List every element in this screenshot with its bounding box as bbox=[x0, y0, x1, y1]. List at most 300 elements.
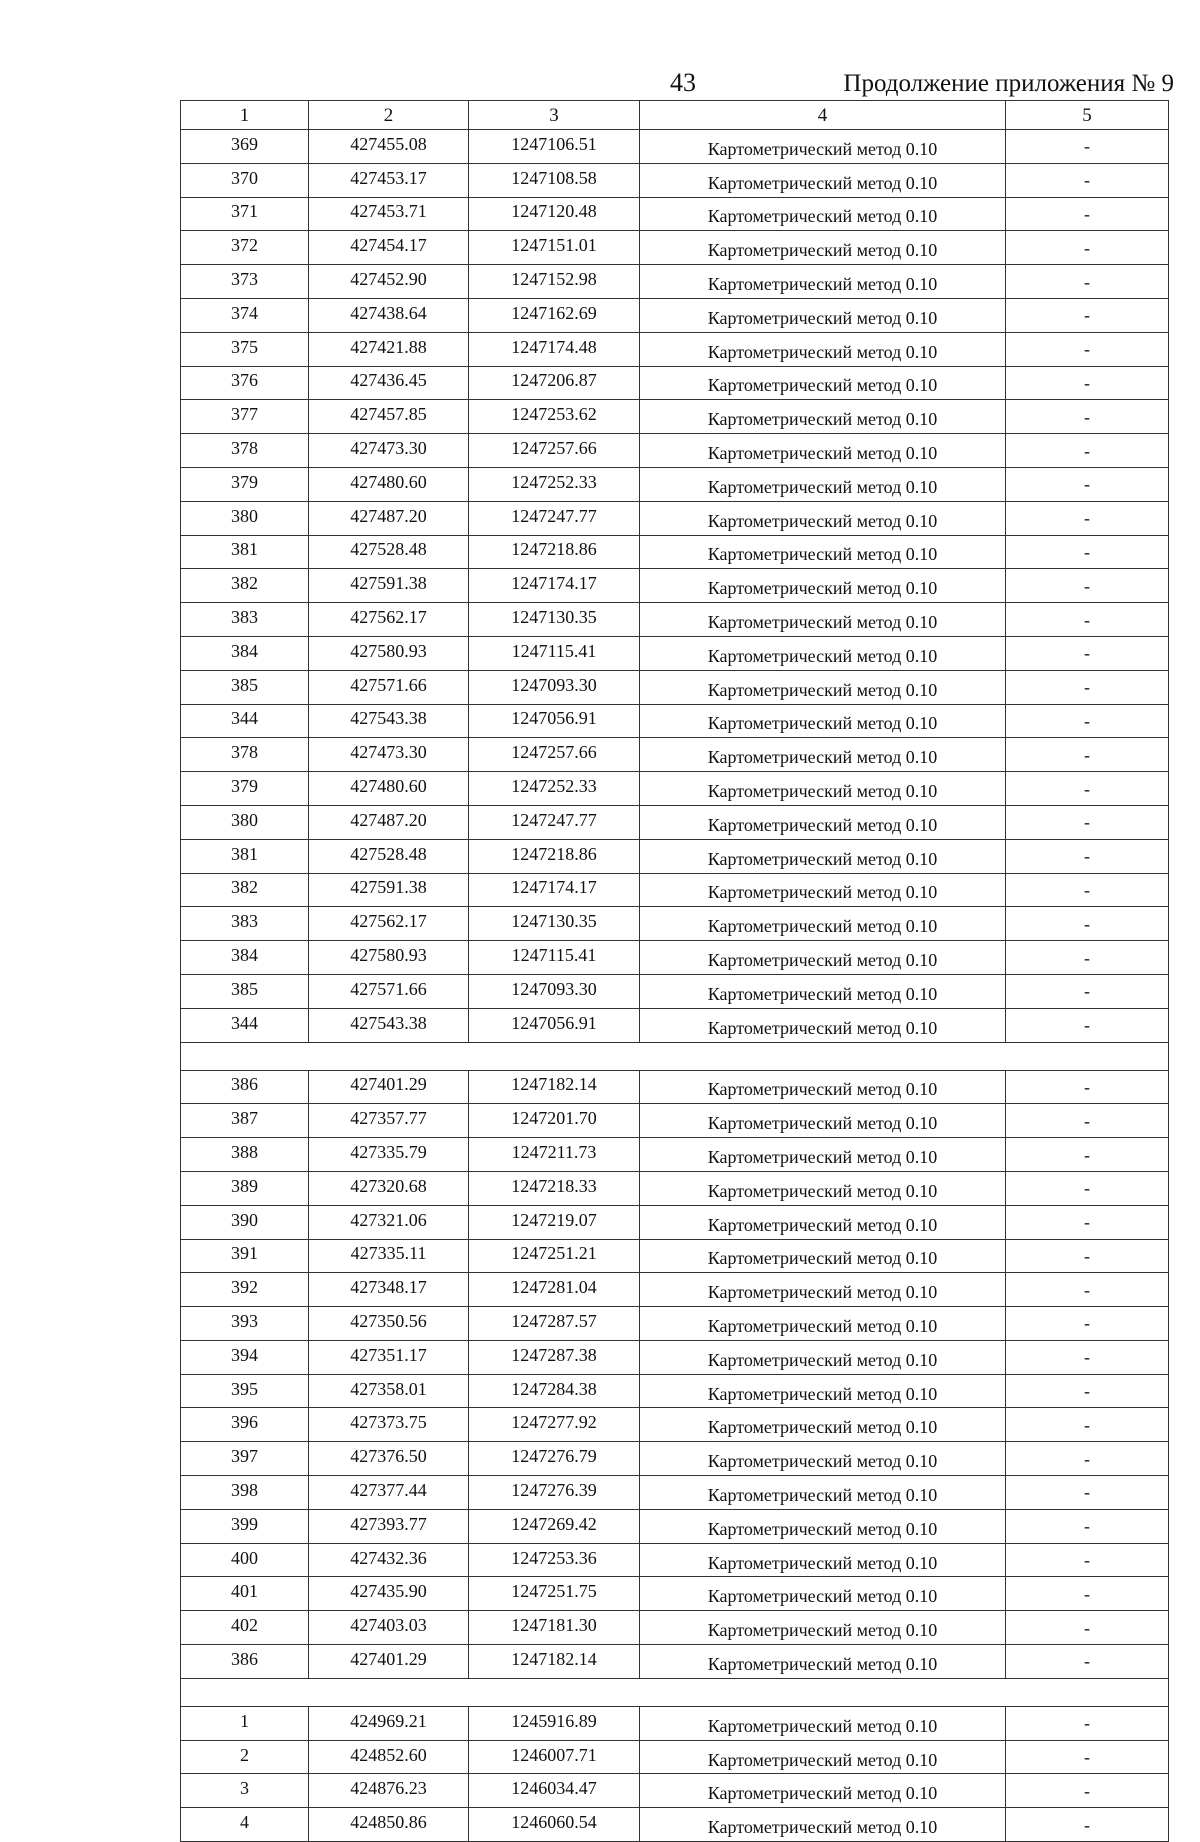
point-number-cell: 379 bbox=[181, 772, 309, 806]
table-row bbox=[181, 1543, 1169, 1577]
method-cell: Картометрический метод 0.10 bbox=[640, 738, 1006, 772]
note-cell: - bbox=[1006, 1070, 1169, 1104]
table-header-row bbox=[181, 101, 1169, 130]
method-cell: Картометрический метод 0.10 bbox=[640, 1645, 1006, 1679]
point-number-cell: 387 bbox=[181, 1104, 309, 1138]
y-coordinate-cell: 1247174.17 bbox=[469, 873, 640, 907]
table-row bbox=[181, 1104, 1169, 1138]
method-cell: Картометрический метод 0.10 bbox=[640, 332, 1006, 366]
y-coordinate-cell: 1247151.01 bbox=[469, 231, 640, 265]
method-cell: Картометрический метод 0.10 bbox=[640, 873, 1006, 907]
table-row bbox=[181, 366, 1169, 400]
point-number-cell: 374 bbox=[181, 298, 309, 332]
point-number-cell: 344 bbox=[181, 704, 309, 738]
x-coordinate-cell: 427580.93 bbox=[309, 636, 469, 670]
point-number-cell: 385 bbox=[181, 974, 309, 1008]
table-row bbox=[181, 1205, 1169, 1239]
note-cell: - bbox=[1006, 265, 1169, 299]
note-cell: - bbox=[1006, 400, 1169, 434]
y-coordinate-cell: 1245916.89 bbox=[469, 1706, 640, 1740]
method-cell: Картометрический метод 0.10 bbox=[640, 400, 1006, 434]
y-coordinate-cell: 1247218.86 bbox=[469, 839, 640, 873]
y-coordinate-cell: 1247056.91 bbox=[469, 704, 640, 738]
point-number-cell: 376 bbox=[181, 366, 309, 400]
note-cell: - bbox=[1006, 772, 1169, 806]
x-coordinate-cell: 427452.90 bbox=[309, 265, 469, 299]
point-number-cell: 386 bbox=[181, 1070, 309, 1104]
method-cell: Картометрический метод 0.10 bbox=[640, 974, 1006, 1008]
point-number-cell: 380 bbox=[181, 501, 309, 535]
y-coordinate-cell: 1247276.79 bbox=[469, 1442, 640, 1476]
note-cell: - bbox=[1006, 1740, 1169, 1774]
table-row bbox=[181, 603, 1169, 637]
y-coordinate-cell: 1247252.33 bbox=[469, 772, 640, 806]
x-coordinate-cell: 424876.23 bbox=[309, 1774, 469, 1808]
table-row bbox=[181, 1509, 1169, 1543]
table-row bbox=[181, 1070, 1169, 1104]
point-number-cell: 394 bbox=[181, 1340, 309, 1374]
method-cell: Картометрический метод 0.10 bbox=[640, 1509, 1006, 1543]
note-cell: - bbox=[1006, 941, 1169, 975]
note-cell: - bbox=[1006, 1104, 1169, 1138]
note-cell: - bbox=[1006, 1442, 1169, 1476]
point-number-cell: 380 bbox=[181, 805, 309, 839]
point-number-cell: 396 bbox=[181, 1408, 309, 1442]
point-number-cell: 397 bbox=[181, 1442, 309, 1476]
table-row bbox=[181, 839, 1169, 873]
coordinates-table bbox=[180, 100, 1169, 1842]
method-cell: Картометрический метод 0.10 bbox=[640, 1205, 1006, 1239]
note-cell: - bbox=[1006, 366, 1169, 400]
note-cell: - bbox=[1006, 805, 1169, 839]
y-coordinate-cell: 1247152.98 bbox=[469, 265, 640, 299]
table-row bbox=[181, 130, 1169, 164]
x-coordinate-cell: 427571.66 bbox=[309, 670, 469, 704]
note-cell: - bbox=[1006, 332, 1169, 366]
note-cell: - bbox=[1006, 1273, 1169, 1307]
x-coordinate-cell: 427438.64 bbox=[309, 298, 469, 332]
point-number-cell: 392 bbox=[181, 1273, 309, 1307]
note-cell: - bbox=[1006, 670, 1169, 704]
table-row bbox=[181, 1008, 1169, 1042]
x-coordinate-cell: 427580.93 bbox=[309, 941, 469, 975]
y-coordinate-cell: 1247252.33 bbox=[469, 467, 640, 501]
y-coordinate-cell: 1247284.38 bbox=[469, 1374, 640, 1408]
x-coordinate-cell: 427571.66 bbox=[309, 974, 469, 1008]
table-row bbox=[181, 1740, 1169, 1774]
note-cell: - bbox=[1006, 839, 1169, 873]
note-cell: - bbox=[1006, 163, 1169, 197]
table-row bbox=[181, 535, 1169, 569]
y-coordinate-cell: 1247130.35 bbox=[469, 603, 640, 637]
x-coordinate-cell: 427480.60 bbox=[309, 467, 469, 501]
y-coordinate-cell: 1247218.33 bbox=[469, 1171, 640, 1205]
point-number-cell: 395 bbox=[181, 1374, 309, 1408]
x-coordinate-cell: 427457.85 bbox=[309, 400, 469, 434]
method-cell: Картометрический метод 0.10 bbox=[640, 772, 1006, 806]
appendix-continuation-title: Продолжение приложения № 9 bbox=[843, 70, 1174, 97]
note-cell: - bbox=[1006, 1374, 1169, 1408]
separator-cell bbox=[181, 1042, 1169, 1070]
point-number-cell: 383 bbox=[181, 603, 309, 637]
y-coordinate-cell: 1247162.69 bbox=[469, 298, 640, 332]
method-cell: Картометрический метод 0.10 bbox=[640, 1273, 1006, 1307]
table-row bbox=[181, 1408, 1169, 1442]
point-number-cell: 389 bbox=[181, 1171, 309, 1205]
y-coordinate-cell: 1247120.48 bbox=[469, 197, 640, 231]
y-coordinate-cell: 1247251.21 bbox=[469, 1239, 640, 1273]
table-row bbox=[181, 1273, 1169, 1307]
method-cell: Картометрический метод 0.10 bbox=[640, 467, 1006, 501]
method-cell: Картометрический метод 0.10 bbox=[640, 704, 1006, 738]
note-cell: - bbox=[1006, 1408, 1169, 1442]
contour-separator-row bbox=[181, 1042, 1169, 1070]
point-number-cell: 378 bbox=[181, 738, 309, 772]
method-cell: Картометрический метод 0.10 bbox=[640, 197, 1006, 231]
method-cell: Картометрический метод 0.10 bbox=[640, 1611, 1006, 1645]
method-cell: Картометрический метод 0.10 bbox=[640, 907, 1006, 941]
table-row bbox=[181, 873, 1169, 907]
note-cell: - bbox=[1006, 1239, 1169, 1273]
method-cell: Картометрический метод 0.10 bbox=[640, 941, 1006, 975]
method-cell: Картометрический метод 0.10 bbox=[640, 1808, 1006, 1842]
note-cell: - bbox=[1006, 1543, 1169, 1577]
method-cell: Картометрический метод 0.10 bbox=[640, 163, 1006, 197]
method-cell: Картометрический метод 0.10 bbox=[640, 298, 1006, 332]
x-coordinate-cell: 427473.30 bbox=[309, 434, 469, 468]
note-cell: - bbox=[1006, 434, 1169, 468]
y-coordinate-cell: 1247218.86 bbox=[469, 535, 640, 569]
x-coordinate-cell: 427350.56 bbox=[309, 1307, 469, 1341]
table-row bbox=[181, 772, 1169, 806]
note-cell: - bbox=[1006, 197, 1169, 231]
x-coordinate-cell: 427454.17 bbox=[309, 231, 469, 265]
method-cell: Картометрический метод 0.10 bbox=[640, 1070, 1006, 1104]
method-cell: Картометрический метод 0.10 bbox=[640, 1740, 1006, 1774]
method-cell: Картометрический метод 0.10 bbox=[640, 670, 1006, 704]
note-cell: - bbox=[1006, 535, 1169, 569]
method-cell: Картометрический метод 0.10 bbox=[640, 603, 1006, 637]
y-coordinate-cell: 1247115.41 bbox=[469, 636, 640, 670]
method-cell: Картометрический метод 0.10 bbox=[640, 1476, 1006, 1510]
note-cell: - bbox=[1006, 231, 1169, 265]
note-cell: - bbox=[1006, 1577, 1169, 1611]
x-coordinate-cell: 427377.44 bbox=[309, 1476, 469, 1510]
y-coordinate-cell: 1247106.51 bbox=[469, 130, 640, 164]
note-cell: - bbox=[1006, 569, 1169, 603]
point-number-cell: 377 bbox=[181, 400, 309, 434]
x-coordinate-cell: 427358.01 bbox=[309, 1374, 469, 1408]
method-cell: Картометрический метод 0.10 bbox=[640, 501, 1006, 535]
y-coordinate-cell: 1247108.58 bbox=[469, 163, 640, 197]
x-coordinate-cell: 427528.48 bbox=[309, 535, 469, 569]
x-coordinate-cell: 427455.08 bbox=[309, 130, 469, 164]
table-row bbox=[181, 1239, 1169, 1273]
note-cell: - bbox=[1006, 1205, 1169, 1239]
y-coordinate-cell: 1247247.77 bbox=[469, 501, 640, 535]
point-number-cell: 369 bbox=[181, 130, 309, 164]
y-coordinate-cell: 1247181.30 bbox=[469, 1611, 640, 1645]
note-cell: - bbox=[1006, 974, 1169, 1008]
method-cell: Картометрический метод 0.10 bbox=[640, 1171, 1006, 1205]
y-coordinate-cell: 1247130.35 bbox=[469, 907, 640, 941]
method-cell: Картометрический метод 0.10 bbox=[640, 569, 1006, 603]
x-coordinate-cell: 427453.71 bbox=[309, 197, 469, 231]
table-row bbox=[181, 1340, 1169, 1374]
table-row bbox=[181, 670, 1169, 704]
x-coordinate-cell: 427376.50 bbox=[309, 1442, 469, 1476]
point-number-cell: 393 bbox=[181, 1307, 309, 1341]
table-row bbox=[181, 1307, 1169, 1341]
y-coordinate-cell: 1247257.66 bbox=[469, 434, 640, 468]
y-coordinate-cell: 1247201.70 bbox=[469, 1104, 640, 1138]
x-coordinate-cell: 427393.77 bbox=[309, 1509, 469, 1543]
table-row bbox=[181, 467, 1169, 501]
table-row bbox=[181, 569, 1169, 603]
method-cell: Картометрический метод 0.10 bbox=[640, 1138, 1006, 1172]
method-cell: Картометрический метод 0.10 bbox=[640, 636, 1006, 670]
method-cell: Картометрический метод 0.10 bbox=[640, 434, 1006, 468]
point-number-cell: 370 bbox=[181, 163, 309, 197]
x-coordinate-cell: 427487.20 bbox=[309, 501, 469, 535]
table-row bbox=[181, 704, 1169, 738]
y-coordinate-cell: 1247182.14 bbox=[469, 1070, 640, 1104]
y-coordinate-cell: 1247182.14 bbox=[469, 1645, 640, 1679]
table-row bbox=[181, 738, 1169, 772]
y-coordinate-cell: 1246060.54 bbox=[469, 1808, 640, 1842]
point-number-cell: 375 bbox=[181, 332, 309, 366]
separator-cell bbox=[181, 1678, 1169, 1706]
table-row bbox=[181, 1374, 1169, 1408]
x-coordinate-cell: 424852.60 bbox=[309, 1740, 469, 1774]
method-cell: Картометрический метод 0.10 bbox=[640, 535, 1006, 569]
table-row bbox=[181, 1808, 1169, 1842]
point-number-cell: 378 bbox=[181, 434, 309, 468]
note-cell: - bbox=[1006, 298, 1169, 332]
table-row bbox=[181, 163, 1169, 197]
method-cell: Картометрический метод 0.10 bbox=[640, 1543, 1006, 1577]
y-coordinate-cell: 1247277.92 bbox=[469, 1408, 640, 1442]
table-row bbox=[181, 1442, 1169, 1476]
table-row bbox=[181, 298, 1169, 332]
point-number-cell: 379 bbox=[181, 467, 309, 501]
column-header: 3 bbox=[469, 101, 640, 130]
table-row bbox=[181, 434, 1169, 468]
method-cell: Картометрический метод 0.10 bbox=[640, 1340, 1006, 1374]
point-number-cell: 1 bbox=[181, 1706, 309, 1740]
point-number-cell: 3 bbox=[181, 1774, 309, 1808]
point-number-cell: 373 bbox=[181, 265, 309, 299]
x-coordinate-cell: 427543.38 bbox=[309, 1008, 469, 1042]
y-coordinate-cell: 1247115.41 bbox=[469, 941, 640, 975]
method-cell: Картометрический метод 0.10 bbox=[640, 231, 1006, 265]
y-coordinate-cell: 1247174.17 bbox=[469, 569, 640, 603]
table-row bbox=[181, 1138, 1169, 1172]
x-coordinate-cell: 427357.77 bbox=[309, 1104, 469, 1138]
y-coordinate-cell: 1247247.77 bbox=[469, 805, 640, 839]
method-cell: Картометрический метод 0.10 bbox=[640, 1307, 1006, 1341]
table-row bbox=[181, 1171, 1169, 1205]
table-row bbox=[181, 231, 1169, 265]
method-cell: Картометрический метод 0.10 bbox=[640, 1706, 1006, 1740]
note-cell: - bbox=[1006, 1008, 1169, 1042]
table-body bbox=[181, 130, 1169, 1842]
x-coordinate-cell: 427436.45 bbox=[309, 366, 469, 400]
x-coordinate-cell: 427562.17 bbox=[309, 603, 469, 637]
x-coordinate-cell: 427591.38 bbox=[309, 873, 469, 907]
x-coordinate-cell: 427351.17 bbox=[309, 1340, 469, 1374]
x-coordinate-cell: 424969.21 bbox=[309, 1706, 469, 1740]
note-cell: - bbox=[1006, 130, 1169, 164]
note-cell: - bbox=[1006, 1476, 1169, 1510]
y-coordinate-cell: 1247056.91 bbox=[469, 1008, 640, 1042]
x-coordinate-cell: 427421.88 bbox=[309, 332, 469, 366]
method-cell: Картометрический метод 0.10 bbox=[640, 130, 1006, 164]
x-coordinate-cell: 427403.03 bbox=[309, 1611, 469, 1645]
note-cell: - bbox=[1006, 1340, 1169, 1374]
note-cell: - bbox=[1006, 501, 1169, 535]
table-row bbox=[181, 501, 1169, 535]
point-number-cell: 391 bbox=[181, 1239, 309, 1273]
table-row bbox=[181, 1645, 1169, 1679]
note-cell: - bbox=[1006, 1509, 1169, 1543]
note-cell: - bbox=[1006, 467, 1169, 501]
table-row bbox=[181, 941, 1169, 975]
note-cell: - bbox=[1006, 1706, 1169, 1740]
y-coordinate-cell: 1247206.87 bbox=[469, 366, 640, 400]
point-number-cell: 385 bbox=[181, 670, 309, 704]
x-coordinate-cell: 427453.17 bbox=[309, 163, 469, 197]
table-row bbox=[181, 636, 1169, 670]
contour-separator-row bbox=[181, 1678, 1169, 1706]
method-cell: Картометрический метод 0.10 bbox=[640, 1104, 1006, 1138]
y-coordinate-cell: 1247093.30 bbox=[469, 974, 640, 1008]
note-cell: - bbox=[1006, 1138, 1169, 1172]
note-cell: - bbox=[1006, 1307, 1169, 1341]
note-cell: - bbox=[1006, 636, 1169, 670]
y-coordinate-cell: 1247251.75 bbox=[469, 1577, 640, 1611]
table-row bbox=[181, 197, 1169, 231]
x-coordinate-cell: 424850.86 bbox=[309, 1808, 469, 1842]
point-number-cell: 386 bbox=[181, 1645, 309, 1679]
x-coordinate-cell: 427348.17 bbox=[309, 1273, 469, 1307]
table-row bbox=[181, 1476, 1169, 1510]
point-number-cell: 344 bbox=[181, 1008, 309, 1042]
method-cell: Картометрический метод 0.10 bbox=[640, 1374, 1006, 1408]
method-cell: Картометрический метод 0.10 bbox=[640, 805, 1006, 839]
x-coordinate-cell: 427401.29 bbox=[309, 1645, 469, 1679]
table-row bbox=[181, 1577, 1169, 1611]
table-row bbox=[181, 332, 1169, 366]
y-coordinate-cell: 1247269.42 bbox=[469, 1509, 640, 1543]
y-coordinate-cell: 1247287.38 bbox=[469, 1340, 640, 1374]
point-number-cell: 371 bbox=[181, 197, 309, 231]
point-number-cell: 382 bbox=[181, 873, 309, 907]
y-coordinate-cell: 1247174.48 bbox=[469, 332, 640, 366]
point-number-cell: 372 bbox=[181, 231, 309, 265]
note-cell: - bbox=[1006, 873, 1169, 907]
column-header: 2 bbox=[309, 101, 469, 130]
y-coordinate-cell: 1246007.71 bbox=[469, 1740, 640, 1774]
table-row bbox=[181, 805, 1169, 839]
x-coordinate-cell: 427480.60 bbox=[309, 772, 469, 806]
point-number-cell: 383 bbox=[181, 907, 309, 941]
y-coordinate-cell: 1247253.62 bbox=[469, 400, 640, 434]
table-row bbox=[181, 400, 1169, 434]
note-cell: - bbox=[1006, 1774, 1169, 1808]
y-coordinate-cell: 1247219.07 bbox=[469, 1205, 640, 1239]
x-coordinate-cell: 427401.29 bbox=[309, 1070, 469, 1104]
table-row bbox=[181, 1611, 1169, 1645]
x-coordinate-cell: 427335.79 bbox=[309, 1138, 469, 1172]
point-number-cell: 400 bbox=[181, 1543, 309, 1577]
note-cell: - bbox=[1006, 738, 1169, 772]
point-number-cell: 402 bbox=[181, 1611, 309, 1645]
x-coordinate-cell: 427320.68 bbox=[309, 1171, 469, 1205]
y-coordinate-cell: 1247276.39 bbox=[469, 1476, 640, 1510]
x-coordinate-cell: 427562.17 bbox=[309, 907, 469, 941]
y-coordinate-cell: 1247211.73 bbox=[469, 1138, 640, 1172]
point-number-cell: 381 bbox=[181, 535, 309, 569]
method-cell: Картометрический метод 0.10 bbox=[640, 1239, 1006, 1273]
x-coordinate-cell: 427435.90 bbox=[309, 1577, 469, 1611]
point-number-cell: 399 bbox=[181, 1509, 309, 1543]
note-cell: - bbox=[1006, 907, 1169, 941]
note-cell: - bbox=[1006, 1171, 1169, 1205]
table-row bbox=[181, 1774, 1169, 1808]
x-coordinate-cell: 427487.20 bbox=[309, 805, 469, 839]
method-cell: Картометрический метод 0.10 bbox=[640, 839, 1006, 873]
method-cell: Картометрический метод 0.10 bbox=[640, 1442, 1006, 1476]
y-coordinate-cell: 1246034.47 bbox=[469, 1774, 640, 1808]
method-cell: Картометрический метод 0.10 bbox=[640, 366, 1006, 400]
point-number-cell: 398 bbox=[181, 1476, 309, 1510]
table-row bbox=[181, 907, 1169, 941]
method-cell: Картометрический метод 0.10 bbox=[640, 1774, 1006, 1808]
point-number-cell: 4 bbox=[181, 1808, 309, 1842]
y-coordinate-cell: 1247253.36 bbox=[469, 1543, 640, 1577]
method-cell: Картометрический метод 0.10 bbox=[640, 1408, 1006, 1442]
page-number: 43 bbox=[670, 68, 696, 97]
point-number-cell: 401 bbox=[181, 1577, 309, 1611]
y-coordinate-cell: 1247287.57 bbox=[469, 1307, 640, 1341]
x-coordinate-cell: 427473.30 bbox=[309, 738, 469, 772]
column-header: 1 bbox=[181, 101, 309, 130]
point-number-cell: 382 bbox=[181, 569, 309, 603]
note-cell: - bbox=[1006, 1645, 1169, 1679]
x-coordinate-cell: 427543.38 bbox=[309, 704, 469, 738]
point-number-cell: 381 bbox=[181, 839, 309, 873]
point-number-cell: 384 bbox=[181, 941, 309, 975]
x-coordinate-cell: 427335.11 bbox=[309, 1239, 469, 1273]
note-cell: - bbox=[1006, 603, 1169, 637]
x-coordinate-cell: 427373.75 bbox=[309, 1408, 469, 1442]
note-cell: - bbox=[1006, 1808, 1169, 1842]
point-number-cell: 388 bbox=[181, 1138, 309, 1172]
column-header: 4 bbox=[640, 101, 1006, 130]
table-row bbox=[181, 1706, 1169, 1740]
note-cell: - bbox=[1006, 704, 1169, 738]
method-cell: Картометрический метод 0.10 bbox=[640, 265, 1006, 299]
x-coordinate-cell: 427321.06 bbox=[309, 1205, 469, 1239]
note-cell: - bbox=[1006, 1611, 1169, 1645]
table-row bbox=[181, 265, 1169, 299]
y-coordinate-cell: 1247093.30 bbox=[469, 670, 640, 704]
x-coordinate-cell: 427528.48 bbox=[309, 839, 469, 873]
x-coordinate-cell: 427432.36 bbox=[309, 1543, 469, 1577]
point-number-cell: 384 bbox=[181, 636, 309, 670]
method-cell: Картометрический метод 0.10 bbox=[640, 1577, 1006, 1611]
